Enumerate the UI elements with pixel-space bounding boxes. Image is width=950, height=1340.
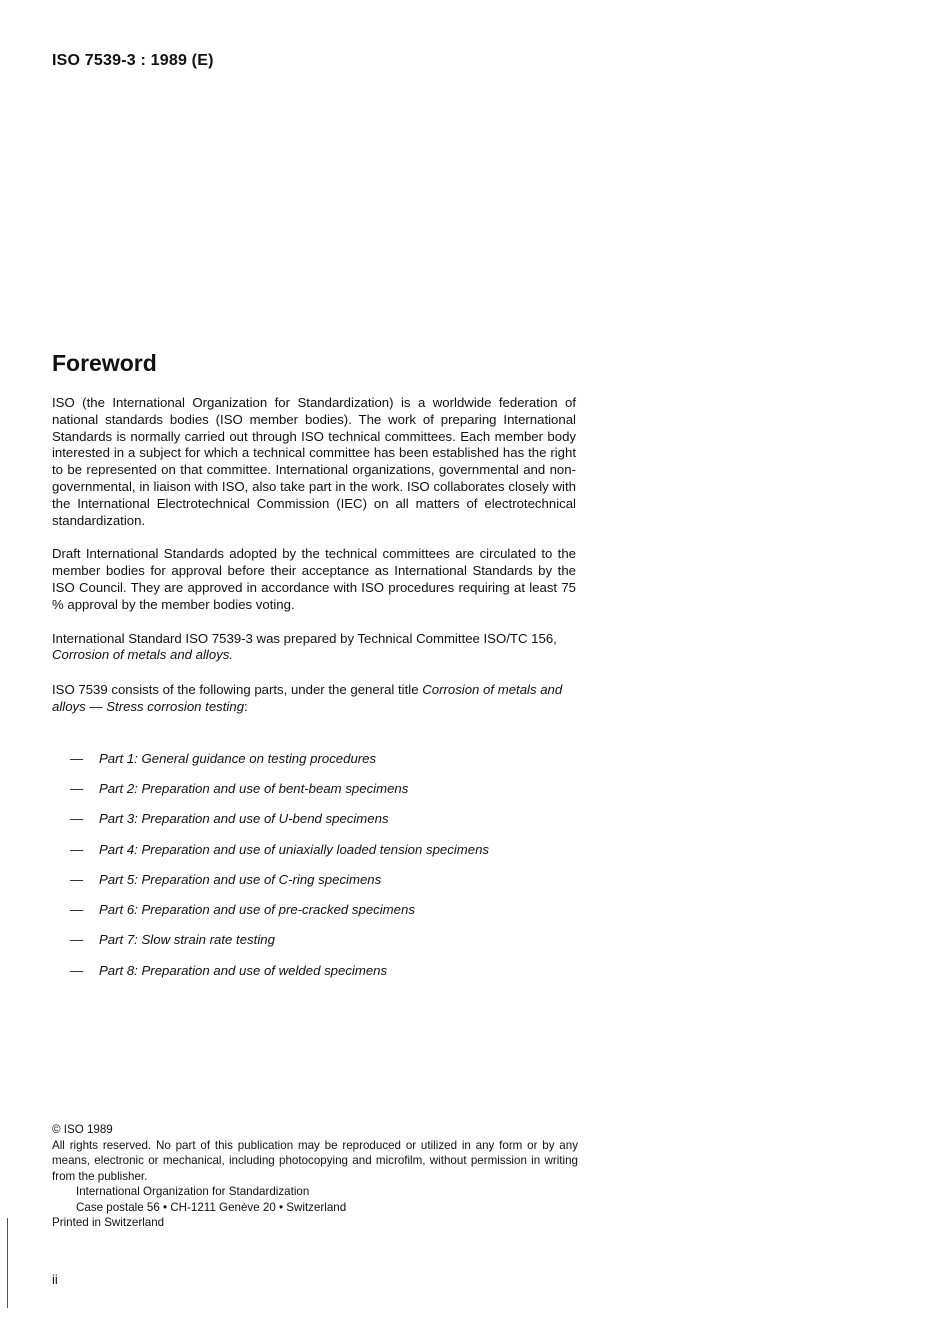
- list-dash: —: [70, 811, 84, 826]
- org-name: International Organization for Standardization: [76, 1185, 310, 1198]
- list-dash: —: [70, 781, 84, 796]
- org-address: Case postale 56 • CH-1211 Genève 20 • Switzerland: [76, 1200, 347, 1214]
- list-item: [70, 932, 275, 947]
- list-item: [70, 872, 381, 887]
- paragraph-iso-intro: ISO (the International Organization for Standardization) is a worldwide federation of national standards bodies (ISO member bodies). The work of preparing International Standards is normally carried out through ISO technical committees. Each member body interested in a subject for which a technical committee has been established has the right to be represented on that committee. International organizations, governmental and non-governmental, in liaison with ISO, also take part in the work. ISO collaborates closely with the International Electrotechnical Commission (IEC) on all matters of electrotechnical standardization.: [52, 395, 576, 528]
- part-label: Part 8: Preparation and use of welded specimens: [99, 963, 388, 978]
- committee-title: Corrosion of metals and alloys.: [52, 647, 234, 663]
- part-label: Part 6: Preparation and use of pre-cracked specimens: [99, 902, 415, 917]
- paragraph-parts-intro: [52, 682, 576, 716]
- list-item: [70, 781, 408, 796]
- list-item: [70, 751, 376, 766]
- foreword-body: [52, 395, 576, 734]
- copyright-block: [52, 1122, 578, 1231]
- parts-intro-text: ISO 7539 consists of the following parts, under the general title: [52, 682, 419, 698]
- page-number: ii: [52, 1272, 58, 1287]
- general-title: Corrosion of metals and alloys — Stress corrosion testing: [52, 682, 563, 714]
- paragraph-draft-standards: Draft International Standards adopted by the technical committees are circulated to the member bodies for approval before their acceptance as International Standards by the ISO Council. They are approved in accordance with ISO procedures requiring at least 75 % approval by the member bodies voting.: [52, 546, 576, 612]
- list-item: [70, 811, 389, 826]
- part-label: Part 3: Preparation and use of U-bend specimens: [99, 811, 389, 826]
- list-dash: —: [70, 872, 84, 887]
- part-label: Part 5: Preparation and use of C-ring specimens: [99, 872, 382, 887]
- page-title: Foreword: [52, 350, 157, 376]
- list-dash: —: [70, 932, 84, 947]
- part-label: Part 7: Slow strain rate testing: [99, 932, 275, 947]
- list-item: [70, 902, 415, 917]
- copyright-line: © ISO 1989: [52, 1123, 113, 1136]
- list-dash: —: [70, 902, 84, 917]
- part-label: Part 4: Preparation and use of uniaxially loaded tension specimens: [99, 842, 490, 857]
- list-item: [70, 842, 489, 857]
- list-dash: —: [70, 751, 84, 766]
- list-item: [70, 963, 387, 978]
- scan-margin-line: [7, 1218, 8, 1308]
- standard-id-header: ISO 7539-3 : 1989 (E): [52, 52, 214, 69]
- prepared-by-text: International Standard ISO 7539-3 was prepared by Technical Committee ISO/TC 156,: [52, 630, 557, 646]
- rights-notice: All rights reserved. No part of this publication may be reproduced or utilized in any form or by any means, electronic or mechanical, including photocopying and microfilm, without permission in writing from the publisher.: [52, 1138, 578, 1183]
- paragraph-prepared-by: [52, 631, 576, 665]
- list-dash: —: [70, 963, 84, 978]
- parts-intro-colon: :: [244, 698, 248, 714]
- part-label: Part 2: Preparation and use of bent-beam specimens: [99, 781, 409, 796]
- list-dash: —: [70, 842, 84, 857]
- printed-in: Printed in Switzerland: [52, 1216, 165, 1229]
- part-label: Part 1: General guidance on testing procedures: [99, 751, 377, 766]
